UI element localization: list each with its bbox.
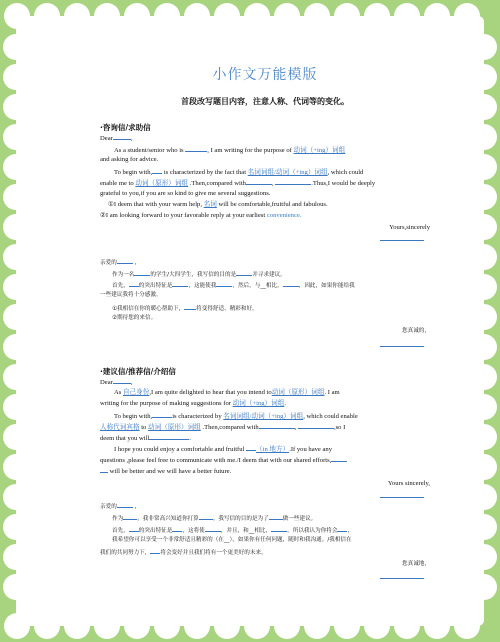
s1-cn-line5: ②期待您的来信。	[112, 315, 157, 321]
s2-en-line6: I hope you could enjoy a comfortable and fruitful （in 地方）.If you have any	[114, 446, 333, 453]
section2-heading: ·建议信/推荐信/介绍信	[100, 367, 176, 376]
s1-cn-line1: 作为一名 的学生/大四学生，我写信的目的是 并寻求建议。	[100, 269, 442, 280]
s1-cn-closing: 您真诚的，	[402, 328, 430, 334]
s1-en-line5: grateful to you,if you are so kind to give me several suggestions.	[100, 190, 271, 197]
s1-en-line4: enable me to 动词（原形）词组 .Then,compared with , .Thus,I would be deeply	[100, 180, 376, 187]
s2-cn-line4: 我们的共同努力下， 将会变好并且我们将有一个更美好的未来。	[100, 547, 430, 558]
s2-cn-line2: 首先， 的突出特征是 ，这将使 ，并且，和__相比， ，所以我认为你将会 ，	[100, 525, 442, 536]
s1-en-line6: ①I deem that with your warm help, 名词 will be comfortable,fruitful and fabulous.	[108, 201, 328, 208]
s2-en-line3: To begin with, is characterized by 名词词组/动词（+ing）词组, which could enable	[114, 413, 358, 420]
s2-en-line2: writing for the purpose of making suggestions for 动词（+ing）词组.	[100, 400, 286, 407]
s2-cn-dear: 亲爱的 ，	[100, 501, 430, 512]
paper-sheet	[16, 16, 484, 626]
s2-cn-closing: 您真诚地，	[402, 561, 430, 567]
s2-en-line7: questions ,please feel free to communicate with me./I deem that with our shared efforts,	[100, 455, 430, 465]
s1-cn-signature-line	[380, 346, 424, 347]
s2-en-signature-line	[380, 497, 424, 498]
s2-en-line1: As 自己身份,I am quite delighted to hear that you intend to动词（原形）词组. I am	[114, 389, 340, 396]
s1-en-line3: To begin with, is characterized by the fact that 名词词组/动词（+ing）词组, which could	[114, 169, 364, 176]
s2-en-line5: deem that you will .	[100, 435, 191, 442]
page-title: 小作文万能模版	[212, 67, 318, 83]
s1-cn-line3: 一些建议我将十分感激。	[100, 292, 162, 298]
s1-en-dear: Dear ,	[100, 135, 133, 142]
section1-heading: ·咨询信/求助信	[100, 123, 151, 132]
s2-en-line8: will be better and we will have a better future.	[100, 466, 430, 476]
s1-cn-dear: 亲爱的 ，	[100, 257, 430, 268]
s1-cn-line4: ①我相信在你的暖心帮助下， 将变得舒适、精彩和好。	[100, 303, 442, 314]
s2-cn-line3: 我希望你可以享受一个非常舒适且精彩的（在__），如果你有任何问题，随时和我沟通。/我相信在	[112, 537, 352, 543]
s1-en-line7: ②I am looking forward to your favorable reply at your earliest convenience.	[100, 212, 302, 219]
s2-en-dear: Dear ,	[100, 379, 133, 386]
s2-en-closing: Yours sincerely,	[387, 480, 430, 487]
s2-cn-line1: 作为 ，我非常高兴知道你打算 。我写信的目的是为了 做一些建议。	[100, 513, 442, 524]
s1-en-line2: and asking for advice.	[100, 156, 159, 163]
s1-en-signature-line	[380, 240, 424, 241]
page-subtitle: 首段改写题目内容，注意人称、代词等的变化。	[181, 97, 349, 106]
s2-en-line4: 人称代词宾格 to 动词（原形）词组 .Then,compared with , ,so I	[100, 424, 346, 431]
s1-cn-line2: 首先， 的突出特征是 ，这能使我 ，然后，与__相比， ，因此，如果你能给我	[100, 280, 442, 291]
s2-cn-signature-line	[380, 578, 424, 579]
s1-en-line1: As a student/senior who is , I am writing for the purpose of 动词（+ing）词组	[114, 147, 346, 154]
s1-en-closing: Yours,sincerely	[389, 224, 430, 231]
